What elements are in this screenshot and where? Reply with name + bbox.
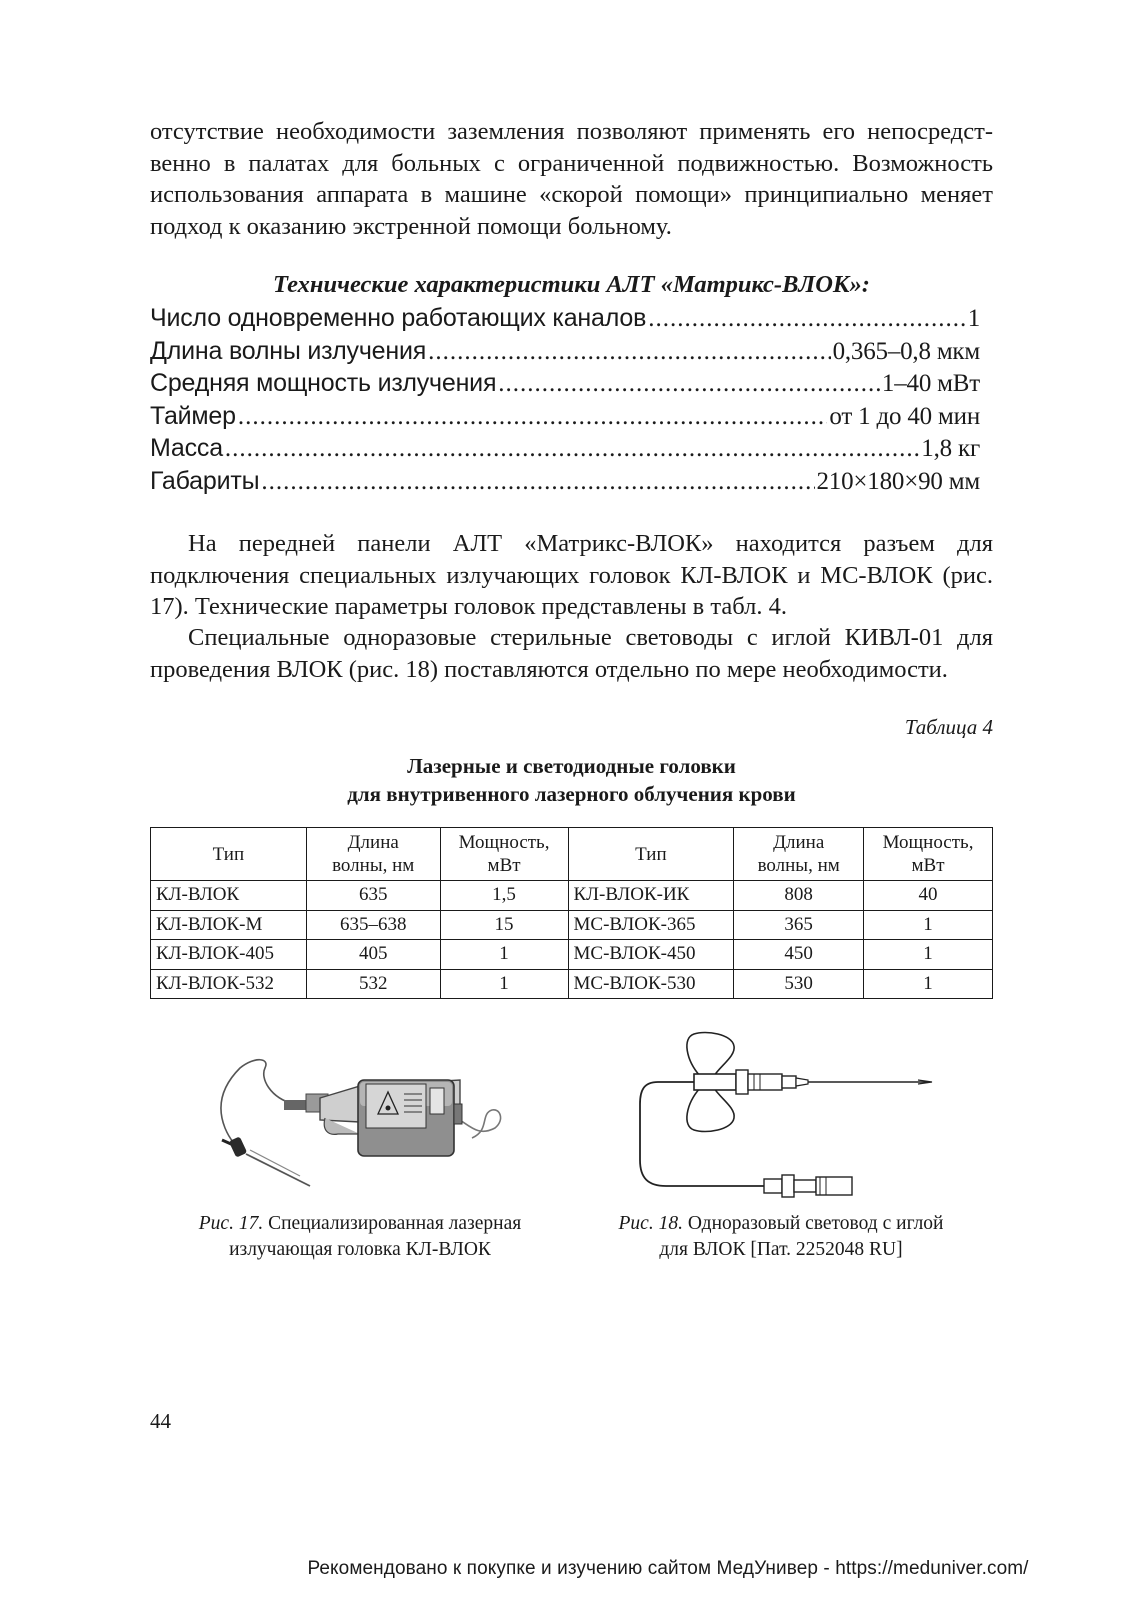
dot-leader: [238, 403, 828, 431]
table-cell: КЛ-ВЛОК-532: [151, 969, 307, 999]
spec-value: 0,365–0,8 мкм: [832, 337, 980, 365]
table-cell: КЛ-ВЛОК-405: [151, 940, 307, 970]
table-cell: КЛ-ВЛОК-ИК: [568, 881, 734, 911]
header-text: волны, нм: [757, 855, 840, 876]
table-row: [151, 969, 993, 999]
spec-row: [150, 304, 980, 337]
figure-label: Рис. 17.: [198, 1213, 264, 1234]
table-cell: 1: [864, 910, 993, 940]
specs-title: Технические характеристики АЛТ «Матрикс-ВЛОК»:: [273, 271, 870, 298]
header-text: Мощность,: [882, 832, 974, 853]
table-cell: 635: [306, 881, 440, 911]
table-cell: 450: [734, 940, 864, 970]
spec-row: [150, 337, 980, 370]
header-type: Тип: [568, 828, 734, 881]
table-cell: 40: [864, 881, 993, 911]
table-cell: МС-ВЛОК-450: [568, 940, 734, 970]
table-cell: 1: [440, 940, 568, 970]
figure-17-laser-head: [210, 1058, 520, 1188]
spec-value: 1: [967, 305, 980, 332]
table-cell: 15: [440, 910, 568, 940]
spec-row: [150, 402, 980, 435]
dot-leader: [498, 370, 880, 398]
table-cell: 405: [306, 940, 440, 970]
header-wavelength: [306, 828, 440, 881]
table-row: [151, 881, 993, 911]
paragraph-2: На передней панели АЛТ «Матрикс-ВЛОК» находится разъем для подключения специальных излучающих головок КЛ-ВЛОК и МС-ВЛОК (рис. 17). Технические параметры головок представлены в табл. 4.: [150, 530, 993, 620]
specs-list: [150, 304, 980, 499]
table-cell: 1,5: [440, 881, 568, 911]
spec-name: Длина волны излучения: [150, 336, 427, 365]
figure-18-caption: [581, 1211, 981, 1263]
header-power: [864, 828, 993, 881]
table-number: Таблица 4: [904, 715, 993, 739]
dot-leader: [261, 468, 814, 496]
spec-row: [150, 369, 980, 402]
caption-text: для ВЛОК [Пат. 2252048 RU]: [659, 1239, 903, 1260]
spec-name: Габариты: [150, 466, 260, 495]
header-text: Мощность,: [458, 832, 550, 853]
header-text: волны, нм: [332, 855, 415, 876]
table-header-row: [151, 828, 993, 881]
table-cell: МС-ВЛОК-365: [568, 910, 734, 940]
dot-leader: [648, 305, 966, 333]
caption-text: Специализированная лазерная: [268, 1213, 522, 1234]
table-title-line-1: Лазерные и светодиодные головки: [407, 754, 736, 778]
table-title: [150, 752, 993, 808]
table-cell: 1: [440, 969, 568, 999]
spec-value: от 1 до 40 мин: [829, 402, 980, 430]
header-text: Длина: [773, 832, 825, 853]
table-cell: КЛ-ВЛОК-М: [151, 910, 307, 940]
header-text: Длина: [347, 832, 399, 853]
header-text: мВт: [911, 855, 945, 876]
table-row: [151, 910, 993, 940]
spec-value: 1,8 кг: [921, 435, 980, 462]
header-wavelength: [734, 828, 864, 881]
footer-text: Рекомендовано к покупке и изучению сайтом МедУнивер - https://meduniver.com/: [307, 1558, 1029, 1579]
table-cell: МС-ВЛОК-530: [568, 969, 734, 999]
spec-row: [150, 467, 980, 500]
paragraph-1: отсутствие необходимости заземления позволяют применять его непосредст-венно в палатах для больных с ограниченной подвижностью. Возможность использования аппарата в машине «скорой помощи» принципиально меняет подход к оказанию экстренной помощи больному.: [150, 118, 993, 240]
table-cell: 1: [864, 940, 993, 970]
table-cell: 635–638: [306, 910, 440, 940]
spec-name: Средняя мощность излучения: [150, 369, 497, 397]
table-cell: 532: [306, 969, 440, 999]
spec-value: 1–40 мВт: [881, 370, 980, 397]
spec-name: Таймер: [150, 401, 236, 430]
dot-leader: [428, 338, 830, 366]
spec-name: Масса: [150, 434, 223, 462]
table-row: [151, 940, 993, 970]
spec-value: 210×180×90 мм: [816, 467, 980, 495]
table-title-line-2: для внутривенного лазерного облучения крови: [347, 782, 796, 806]
table-cell: 365: [734, 910, 864, 940]
table-cell: КЛ-ВЛОК: [151, 881, 307, 911]
spec-row: [150, 434, 980, 467]
header-text: мВт: [487, 855, 521, 876]
figure-17-caption: [160, 1211, 560, 1263]
page-number: 44: [150, 1409, 171, 1433]
table-cell: 808: [734, 881, 864, 911]
heads-table: [150, 827, 993, 999]
figure-18-light-guide: [636, 1030, 936, 1200]
caption-text: Одноразовый световод с иглой: [687, 1213, 944, 1234]
footer-watermark: [0, 1558, 1128, 1580]
header-type: Тип: [151, 828, 307, 881]
paragraph-3: Специальные одноразовые стерильные световоды с иглой КИВЛ-01 для проведения ВЛОК (рис. 18) поставляются отдельно по мере необходимости.: [150, 624, 993, 683]
table-cell: 1: [864, 969, 993, 999]
spec-name: Число одновременно работающих каналов: [150, 304, 647, 332]
table-cell: 530: [734, 969, 864, 999]
dot-leader: [225, 435, 919, 463]
caption-text: излучающая головка КЛ-ВЛОК: [229, 1239, 491, 1260]
header-power: [440, 828, 568, 881]
figure-label: Рис. 18.: [618, 1213, 683, 1234]
